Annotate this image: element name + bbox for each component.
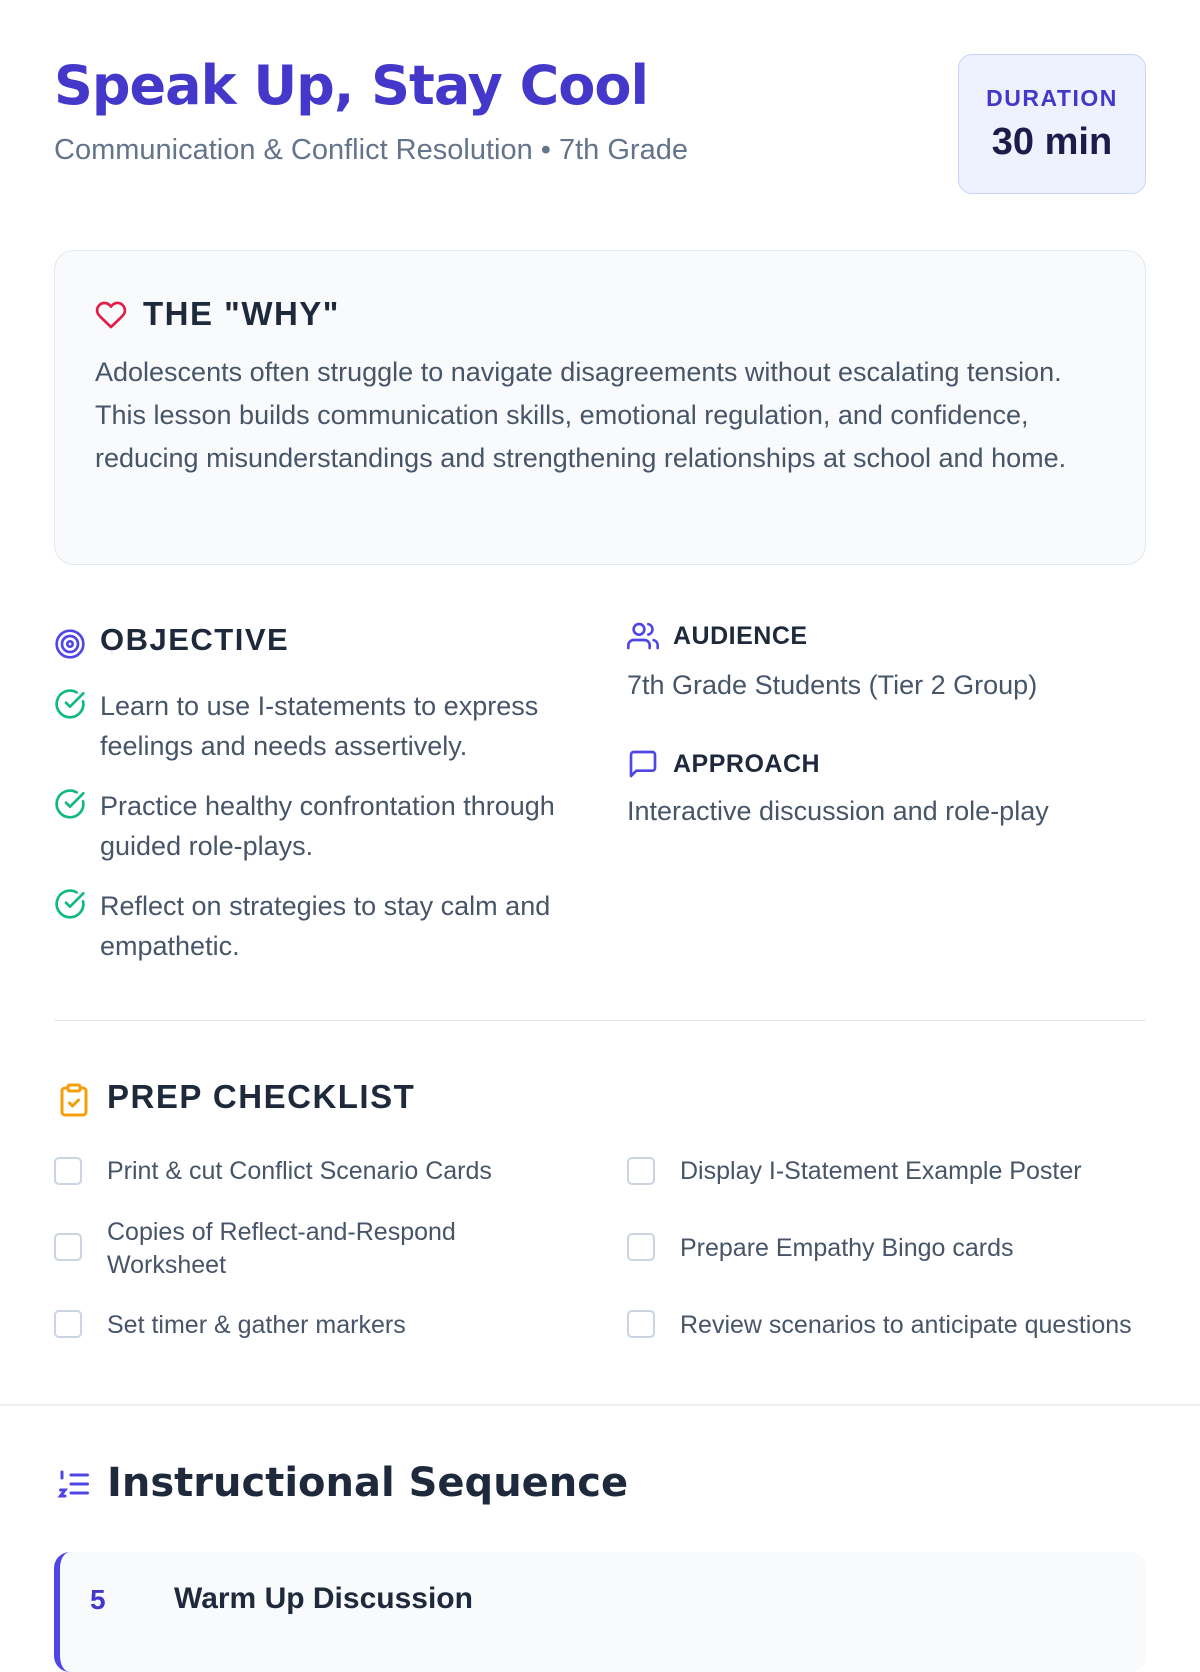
lesson-header bbox=[54, 52, 1146, 202]
approach-text: Interactive discussion and role-play bbox=[627, 796, 1049, 826]
checkbox[interactable] bbox=[54, 1233, 82, 1261]
checklist-label: Review scenarios to anticipate questions bbox=[680, 1311, 1132, 1339]
section-divider bbox=[54, 1020, 1146, 1021]
checkbox[interactable] bbox=[54, 1157, 82, 1185]
checklist-label: Display I-Statement Example Poster bbox=[680, 1157, 1082, 1185]
checklist-label: Prepare Empathy Bingo cards bbox=[680, 1234, 1014, 1262]
check-circle-icon bbox=[54, 788, 86, 820]
users-icon bbox=[627, 620, 659, 652]
clipboard-check-icon bbox=[56, 1082, 92, 1118]
checklist-label: Copies of Reflect-and-Respond Worksheet bbox=[107, 1218, 456, 1279]
sequence-heading: Instructional Sequence bbox=[107, 1460, 629, 1506]
checklist-label: Print & cut Conflict Scenario Cards bbox=[107, 1157, 492, 1185]
duration-value: 30 min bbox=[991, 121, 1113, 163]
page-divider bbox=[0, 1404, 1200, 1406]
duration-label: DURATION bbox=[986, 85, 1118, 111]
prep-heading: PREP CHECKLIST bbox=[107, 1078, 416, 1115]
objective-item-text: Practice healthy confrontation through guided role-plays. bbox=[100, 791, 555, 861]
check-circle-icon bbox=[54, 888, 86, 920]
checkbox[interactable] bbox=[627, 1310, 655, 1338]
step-number: 5 bbox=[90, 1584, 106, 1615]
why-card bbox=[54, 250, 1146, 565]
objective-heading: OBJECTIVE bbox=[100, 622, 290, 657]
audience-heading: AUDIENCE bbox=[673, 622, 808, 650]
objective-item-text: Learn to use I-statements to express feelings and needs assertively. bbox=[100, 691, 539, 761]
checkbox[interactable] bbox=[627, 1157, 655, 1185]
checkbox[interactable] bbox=[54, 1310, 82, 1338]
objective-item-text: Reflect on strategies to stay calm and empathetic. bbox=[100, 891, 551, 961]
why-heading: THE "WHY" bbox=[143, 295, 340, 332]
checklist-label: Set timer & gather markers bbox=[107, 1311, 406, 1339]
step-title: Warm Up Discussion bbox=[174, 1582, 473, 1615]
heart-icon bbox=[95, 299, 127, 331]
check-circle-icon bbox=[54, 688, 86, 720]
sequence-step-card[interactable] bbox=[54, 1552, 1146, 1672]
chat-bubble-icon bbox=[627, 748, 659, 780]
numbered-list-icon bbox=[56, 1466, 92, 1502]
audience-text: 7th Grade Students (Tier 2 Group) bbox=[627, 670, 1038, 700]
lesson-title: Speak Up, Stay Cool bbox=[54, 54, 648, 117]
approach-heading: APPROACH bbox=[673, 750, 821, 778]
duration-badge bbox=[958, 54, 1146, 194]
checkbox[interactable] bbox=[627, 1233, 655, 1261]
why-text: Adolescents often struggle to navigate disagreements without escalating tension. This lesson builds communication skills, emotional regulation, and confidence, reducing misunderstandings and strengthening relationships at school and home. bbox=[95, 357, 1067, 473]
lesson-subtitle: Communication & Conflict Resolution • 7th Grade bbox=[54, 134, 688, 166]
target-icon bbox=[54, 628, 86, 660]
